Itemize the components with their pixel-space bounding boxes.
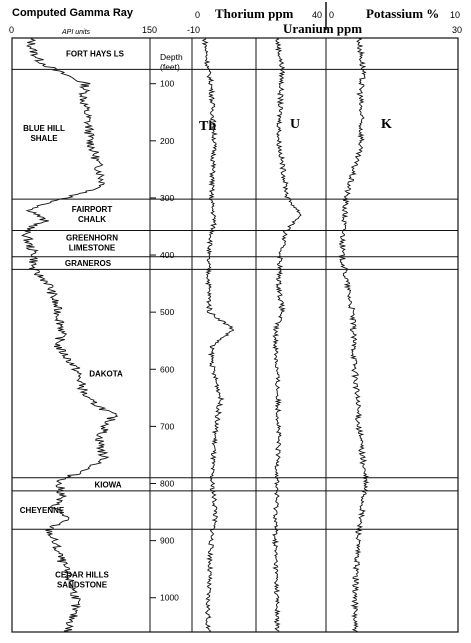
uranium-min-label: -10 xyxy=(187,25,201,35)
gamma-min-label: 0 xyxy=(9,25,15,35)
potassium-max2-label: 30 xyxy=(452,25,463,35)
depth-axis xyxy=(150,79,179,603)
depth-units: (feet) xyxy=(160,62,180,72)
gamma-max-label: 150 xyxy=(142,25,158,35)
uranium-title: Uranium ppm xyxy=(283,21,363,36)
formation-label-4: GRANEROS xyxy=(64,259,112,269)
curve-potassium xyxy=(339,38,367,632)
thorium-min-label: 0 xyxy=(195,10,201,20)
formation-label-3-line2: LIMESTONE xyxy=(68,243,116,253)
depth-label-7: 800 xyxy=(160,478,175,489)
depth-label-4: 500 xyxy=(160,307,175,318)
potassium-max-label: 10 xyxy=(450,10,461,20)
potassium-track-label: K xyxy=(381,117,392,132)
depth-label-8: 900 xyxy=(160,535,175,546)
uranium-track-label: U xyxy=(290,117,301,132)
log-curves xyxy=(19,38,368,632)
formation-label-2-line2: CHALK xyxy=(78,214,106,224)
depth-label-3: 400 xyxy=(160,250,175,261)
thorium-max-label: 40 xyxy=(312,10,323,20)
thorium-title: Thorium ppm xyxy=(215,6,294,21)
formation-label-6: KIOWA xyxy=(94,480,122,490)
thorium-track-label: Th xyxy=(199,119,217,134)
depth-label-6: 700 xyxy=(160,421,175,432)
gamma-ray-title: Computed Gamma Ray xyxy=(12,7,134,19)
formation-label-5: DAKOTA xyxy=(89,369,123,379)
formation-label-2: FAIRPORT xyxy=(71,204,113,214)
potassium-min-label: 0 xyxy=(329,10,335,20)
formation-label-8-line2: SANDSTONE xyxy=(56,580,108,590)
formation-labels xyxy=(20,50,125,590)
depth-label-1: 200 xyxy=(160,135,175,146)
formation-label-1-line2: SHALE xyxy=(30,134,58,144)
potassium-title: Potassium % xyxy=(366,6,440,21)
depth-label-5: 600 xyxy=(160,364,175,375)
gamma-units-label: API units xyxy=(62,29,91,36)
depth-label-9: 1000 xyxy=(160,592,179,603)
depth-label-2: 300 xyxy=(160,192,175,203)
formation-label-0: FORT HAYS LS xyxy=(66,49,124,59)
depth-title: Depth xyxy=(160,52,183,62)
formation-label-3: GREENHORN xyxy=(65,233,119,243)
formation-label-1: BLUE HILL xyxy=(23,124,65,134)
formation-label-7: CHEYENNE xyxy=(19,506,65,516)
depth-label-0: 100 xyxy=(160,78,175,89)
formation-label-8: CEDAR HILLS xyxy=(55,570,109,580)
